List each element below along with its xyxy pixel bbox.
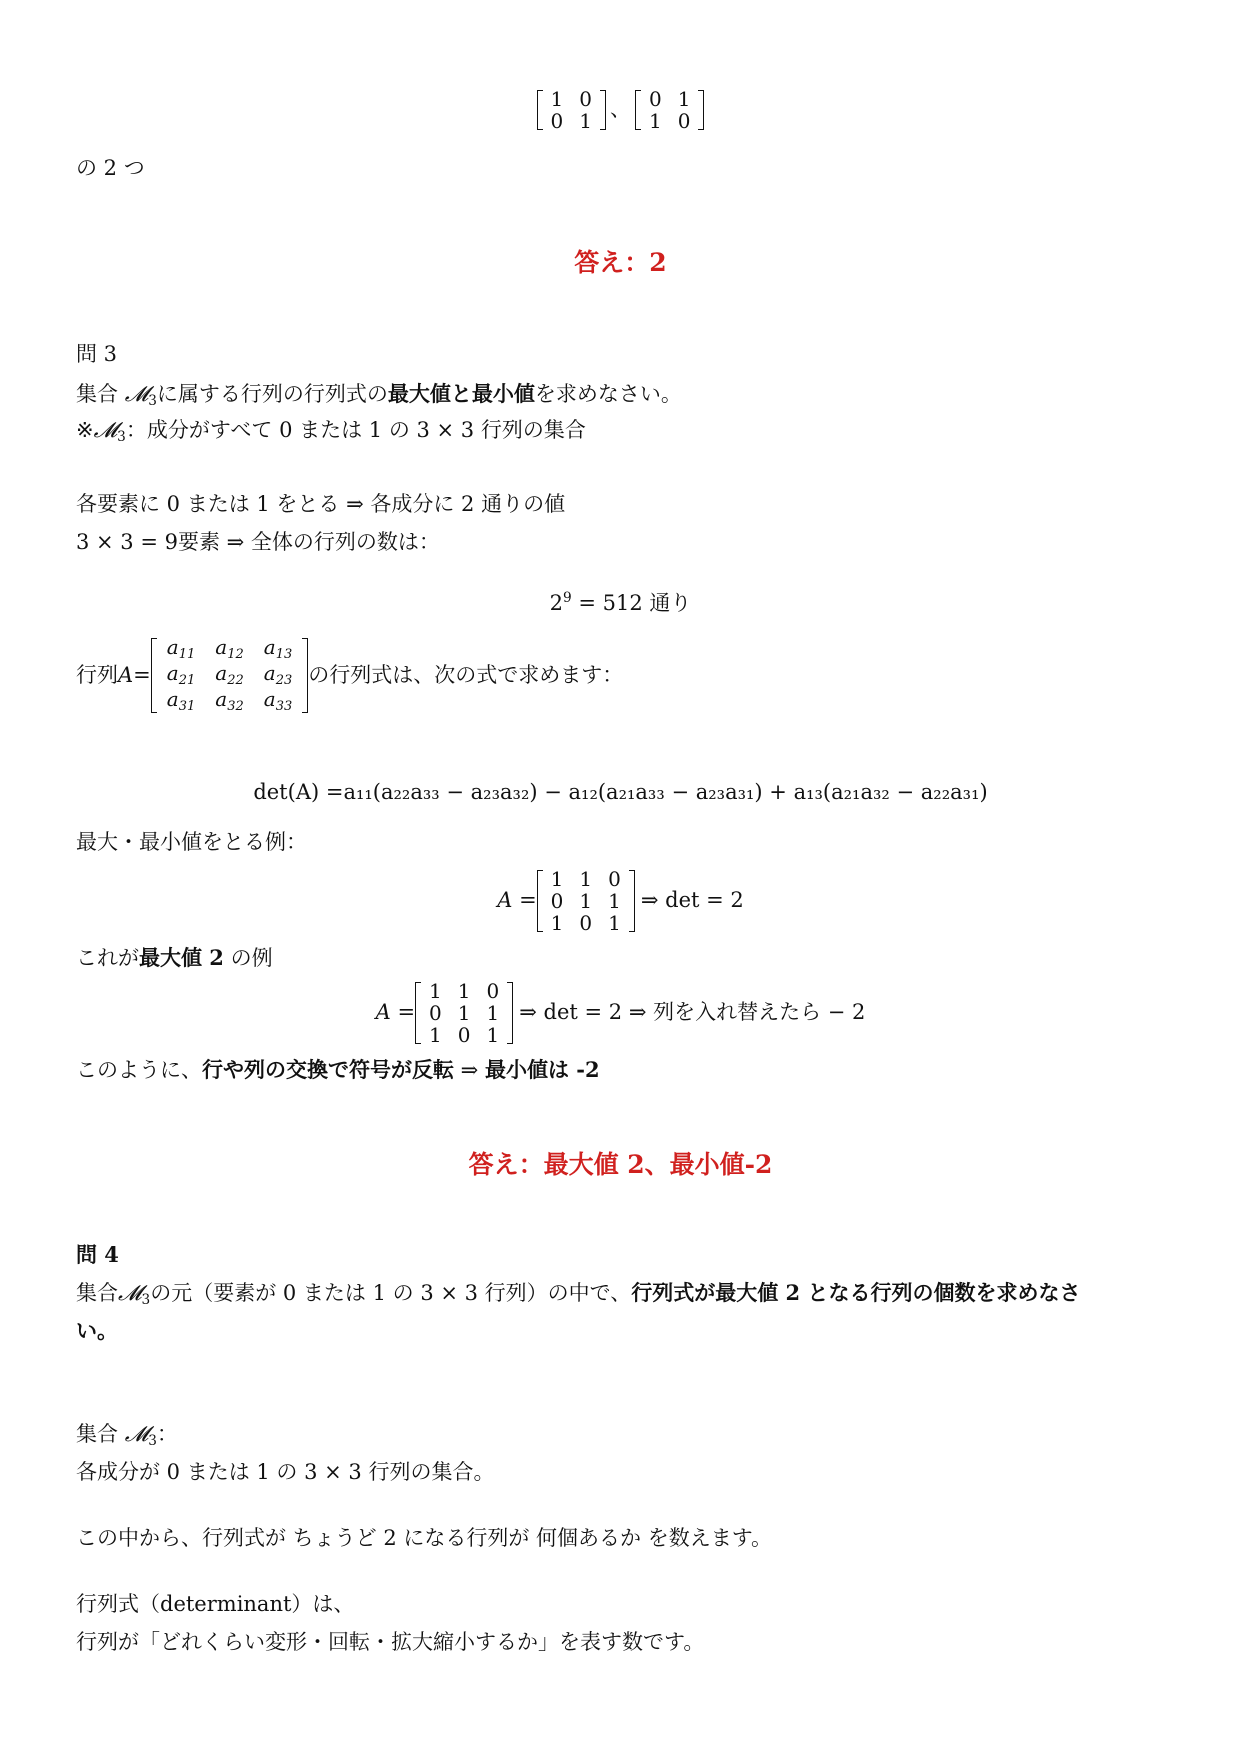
example-2-matrix-cell: 1 xyxy=(429,1023,442,1047)
q4-statement-line-1: 集合𝓜$_3$の元（要素が 0 または 1 の 3 × 3 行列）の中で、行列式が最大値 2 となる行列の個数を求めなさ xyxy=(76,1280,1081,1309)
max-note: これが最大値 2 の例 xyxy=(76,945,273,970)
q3-note: ※𝓜$_3$：成分がすべて 0 または 1 の 3 × 3 行列の集合 xyxy=(76,418,586,446)
example-2: A = 1 1 0 0 1 1 1 0 1 ⇒ det = 2 ⇒ 列を入れ替えたら − 2 xyxy=(375,979,866,1047)
example-1: A = 1 1 0 0 1 1 1 0 1 ⇒ det = 2 xyxy=(497,867,744,935)
identity-matrix-cell: 1 xyxy=(550,87,564,111)
general-matrix-a: $a_{11}$ $a_{12}$ $a_{13}$ $a_{21}$ $a_{22}$ $a_{23}$ $a_{31}$ $a_{32}$ $a_{33}$ xyxy=(151,636,308,715)
sign-note: このように、行や列の交換で符号が反転 ⇒ 最小値は -2 xyxy=(76,1057,600,1082)
identity-swap-matrices xyxy=(0,88,1241,132)
example-1-matrix-cell: 0 xyxy=(550,889,564,913)
determinant-definition-2: 行列が「どれくらい変形・回転・拡大縮小するか」を表す数です。 xyxy=(76,1630,705,1654)
example-2-matrix-cell: 1 xyxy=(429,979,442,1003)
swap-matrix-cell: 1 xyxy=(649,109,662,133)
answer-q3: 答え：最大値 2、最小値-2 xyxy=(468,1150,773,1179)
determinant-formula: det(A) =a₁₁(a₂₂a₃₃ − a₂₃a₃₂) − a₁₂(a₂₁a₃₃ − a₂₃a₃₁) + a₁₃(a₂₁a₃₂ − a₂₂a₃₁) xyxy=(253,780,988,804)
determinant-definition-1: 行列式（determinant）は、 xyxy=(76,1592,355,1616)
q4-set-label: 集合 𝓜$_3$： xyxy=(76,1422,178,1450)
example-label: 最大・最小値をとる例： xyxy=(76,830,307,854)
example-1-matrix-cell: 0 xyxy=(579,911,593,935)
matrix-separator: 、 xyxy=(610,97,631,122)
example-1-matrix-cell: 1 xyxy=(579,889,593,913)
answer-q2: 答え：2 xyxy=(574,248,667,277)
example-2-matrix-cell: 1 xyxy=(457,979,471,1003)
example-2-matrix xyxy=(415,980,513,1046)
example-1-matrix-cell: 0 xyxy=(608,867,621,891)
q4-heading: 問 4 xyxy=(76,1242,119,1267)
matrix-a-definition: 行列 A = $a_{11}$ $a_{12}$ $a_{13}$ $a_{21}$ $a_{22}$ $a_{23}$ $a_{31}$ $a_{32}$ $a_{33}$ の行列式は、次の式で求めます： xyxy=(76,635,624,715)
example-1-matrix xyxy=(537,868,635,934)
example-2-matrix-cell: 1 xyxy=(457,1001,471,1025)
identity-matrix-cell: 1 xyxy=(579,109,592,133)
example-1-matrix-cell: 1 xyxy=(608,889,621,913)
swap-matrix-cell: 1 xyxy=(677,87,691,111)
example-2-matrix-cell: 0 xyxy=(429,1001,442,1025)
example-2-matrix-cell: 1 xyxy=(486,1023,500,1047)
total-count-formula: $2^9 = 512$ 通り xyxy=(549,590,692,616)
q3-explanation-2: 3 × 3 = 9要素 ⇒ 全体の行列の数は： xyxy=(76,530,440,554)
q4-count-description: この中から、行列式が ちょうど 2 になる行列が 何個あるか を数えます。 xyxy=(76,1526,773,1550)
q3-heading: 問 3 xyxy=(76,342,118,366)
example-2-matrix-cell: 0 xyxy=(457,1023,471,1047)
swap-matrix-cell: 0 xyxy=(649,87,662,111)
swap-matrix xyxy=(635,88,704,132)
q4-set-description: 各成分が 0 または 1 の 3 × 3 行列の集合。 xyxy=(76,1460,495,1484)
example-1-matrix-cell: 1 xyxy=(550,867,564,891)
identity-matrix xyxy=(537,88,606,132)
example-1-matrix-cell: 1 xyxy=(550,911,564,935)
example-1-matrix-cell: 1 xyxy=(579,867,593,891)
example-2-matrix-cell: 0 xyxy=(486,979,500,1003)
example-1-matrix-cell: 1 xyxy=(608,911,621,935)
count-text: の 2 つ xyxy=(76,156,145,180)
swap-matrix-cell: 0 xyxy=(677,109,691,133)
q4-statement-line-2: い。 xyxy=(76,1318,118,1343)
example-2-matrix-cell: 1 xyxy=(486,1001,500,1025)
q3-explanation-1: 各要素に 0 または 1 をとる ⇒ 各成分に 2 通りの値 xyxy=(76,492,566,516)
q3-statement: 集合 𝓜$_3$に属する行列の行列式の最大値と最小値を求めなさい。 xyxy=(76,381,682,410)
identity-matrix-cell: 0 xyxy=(579,87,592,111)
identity-matrix-cell: 0 xyxy=(550,109,564,133)
